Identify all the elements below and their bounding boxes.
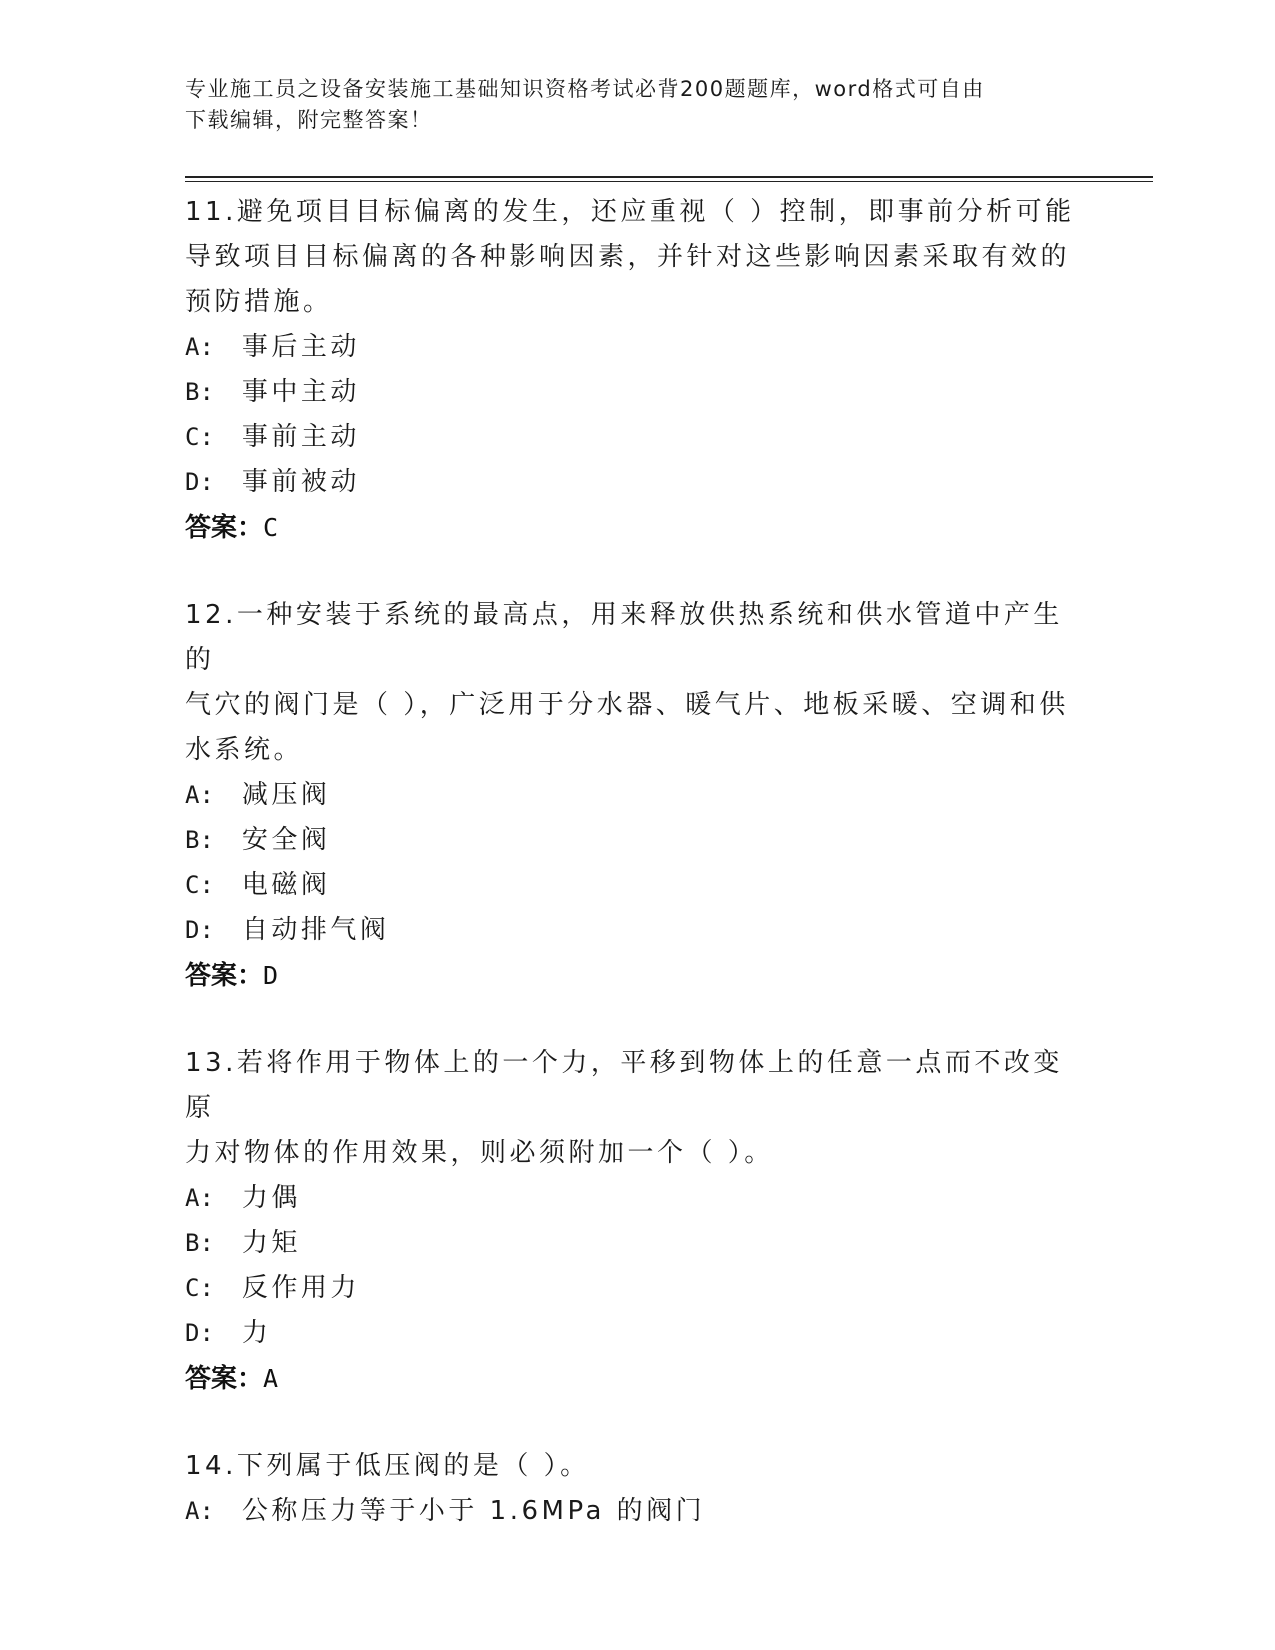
option-text: 力偶 <box>241 1183 301 1213</box>
answer <box>185 505 1085 551</box>
option-text: 减压阀 <box>241 780 331 810</box>
answer-value: D <box>263 961 279 990</box>
option-text: 反作用力 <box>241 1273 360 1303</box>
option-d <box>185 460 1085 505</box>
question-14 <box>185 1444 1085 1534</box>
option-text: 力矩 <box>241 1228 301 1258</box>
question-stem-line: 水系统。 <box>185 735 304 765</box>
option-key: D: <box>185 1319 214 1347</box>
header-divider-thin <box>185 181 1153 182</box>
question-stem-line: 导致项目目标偏离的各种影响因素，并针对这些影响因素采取有效的 <box>185 242 1071 272</box>
option-key: B: <box>185 378 214 406</box>
option-text: 安全阀 <box>241 825 331 855</box>
option-a <box>185 773 1085 818</box>
document-header <box>185 74 1065 136</box>
option-key: D: <box>185 468 214 496</box>
option-key: A: <box>185 333 214 361</box>
question-stem-line: 预防措施。 <box>185 287 333 317</box>
option-text: 事前被动 <box>241 467 360 497</box>
option-b <box>185 818 1085 863</box>
option-key: C: <box>185 1274 214 1302</box>
option-key: D: <box>185 916 214 944</box>
option-text: 事前主动 <box>241 422 360 452</box>
answer-value: C <box>263 513 279 542</box>
answer-value: A <box>263 1364 279 1393</box>
option-a <box>185 1176 1085 1221</box>
option-text: 电磁阀 <box>241 870 331 900</box>
answer-label: 答案： <box>185 1364 264 1394</box>
question-stem-line: 13.若将作用于物体上的一个力，平移到物体上的任意一点而不改变原 <box>185 1048 1063 1123</box>
question-stem-line: 力对物体的作用效果，则必须附加一个（ ）。 <box>185 1138 774 1168</box>
question-list <box>185 190 1085 1576</box>
question-stem-line: 14.下列属于低压阀的是（ ）。 <box>185 1451 590 1481</box>
option-key: A: <box>185 781 214 809</box>
option-text: 公称压力等于小于 1.6MPa 的阀门 <box>241 1496 706 1526</box>
question-stem-line: 12.一种安装于系统的最高点，用来释放供热系统和供水管道中产生的 <box>185 600 1063 675</box>
option-text: 事中主动 <box>241 377 360 407</box>
option-key: B: <box>185 1229 214 1257</box>
option-c <box>185 415 1085 460</box>
answer-label: 答案： <box>185 513 264 543</box>
option-b <box>185 370 1085 415</box>
option-text: 力 <box>241 1318 272 1348</box>
question-13 <box>185 1041 1085 1402</box>
option-d <box>185 1311 1085 1356</box>
header-line-2: 下载编辑，附完整答案！ <box>185 108 433 132</box>
answer <box>185 1356 1085 1402</box>
option-c <box>185 1266 1085 1311</box>
option-key: B: <box>185 826 214 854</box>
option-c <box>185 863 1085 908</box>
answer-label: 答案： <box>185 961 264 991</box>
question-stem-line: 气穴的阀门是（ ），广泛用于分水器、暖气片、地板采暖、空调和供 <box>185 690 1069 720</box>
option-key: C: <box>185 871 214 899</box>
option-text: 自动排气阀 <box>241 915 390 945</box>
option-text: 事后主动 <box>241 332 360 362</box>
option-key: A: <box>185 1497 214 1525</box>
option-b <box>185 1221 1085 1266</box>
answer <box>185 953 1085 999</box>
header-line-1: 专业施工员之设备安装施工基础知识资格考试必背200题题库，word格式可自由 <box>185 77 985 101</box>
option-a <box>185 325 1085 370</box>
option-key: C: <box>185 423 214 451</box>
question-12 <box>185 593 1085 999</box>
option-key: A: <box>185 1184 214 1212</box>
question-stem-line: 11.避免项目目标偏离的发生，还应重视（ ）控制，即事前分析可能 <box>185 197 1075 227</box>
option-d <box>185 908 1085 953</box>
option-a <box>185 1489 1085 1534</box>
header-divider-thick <box>185 176 1153 178</box>
question-11 <box>185 190 1085 551</box>
